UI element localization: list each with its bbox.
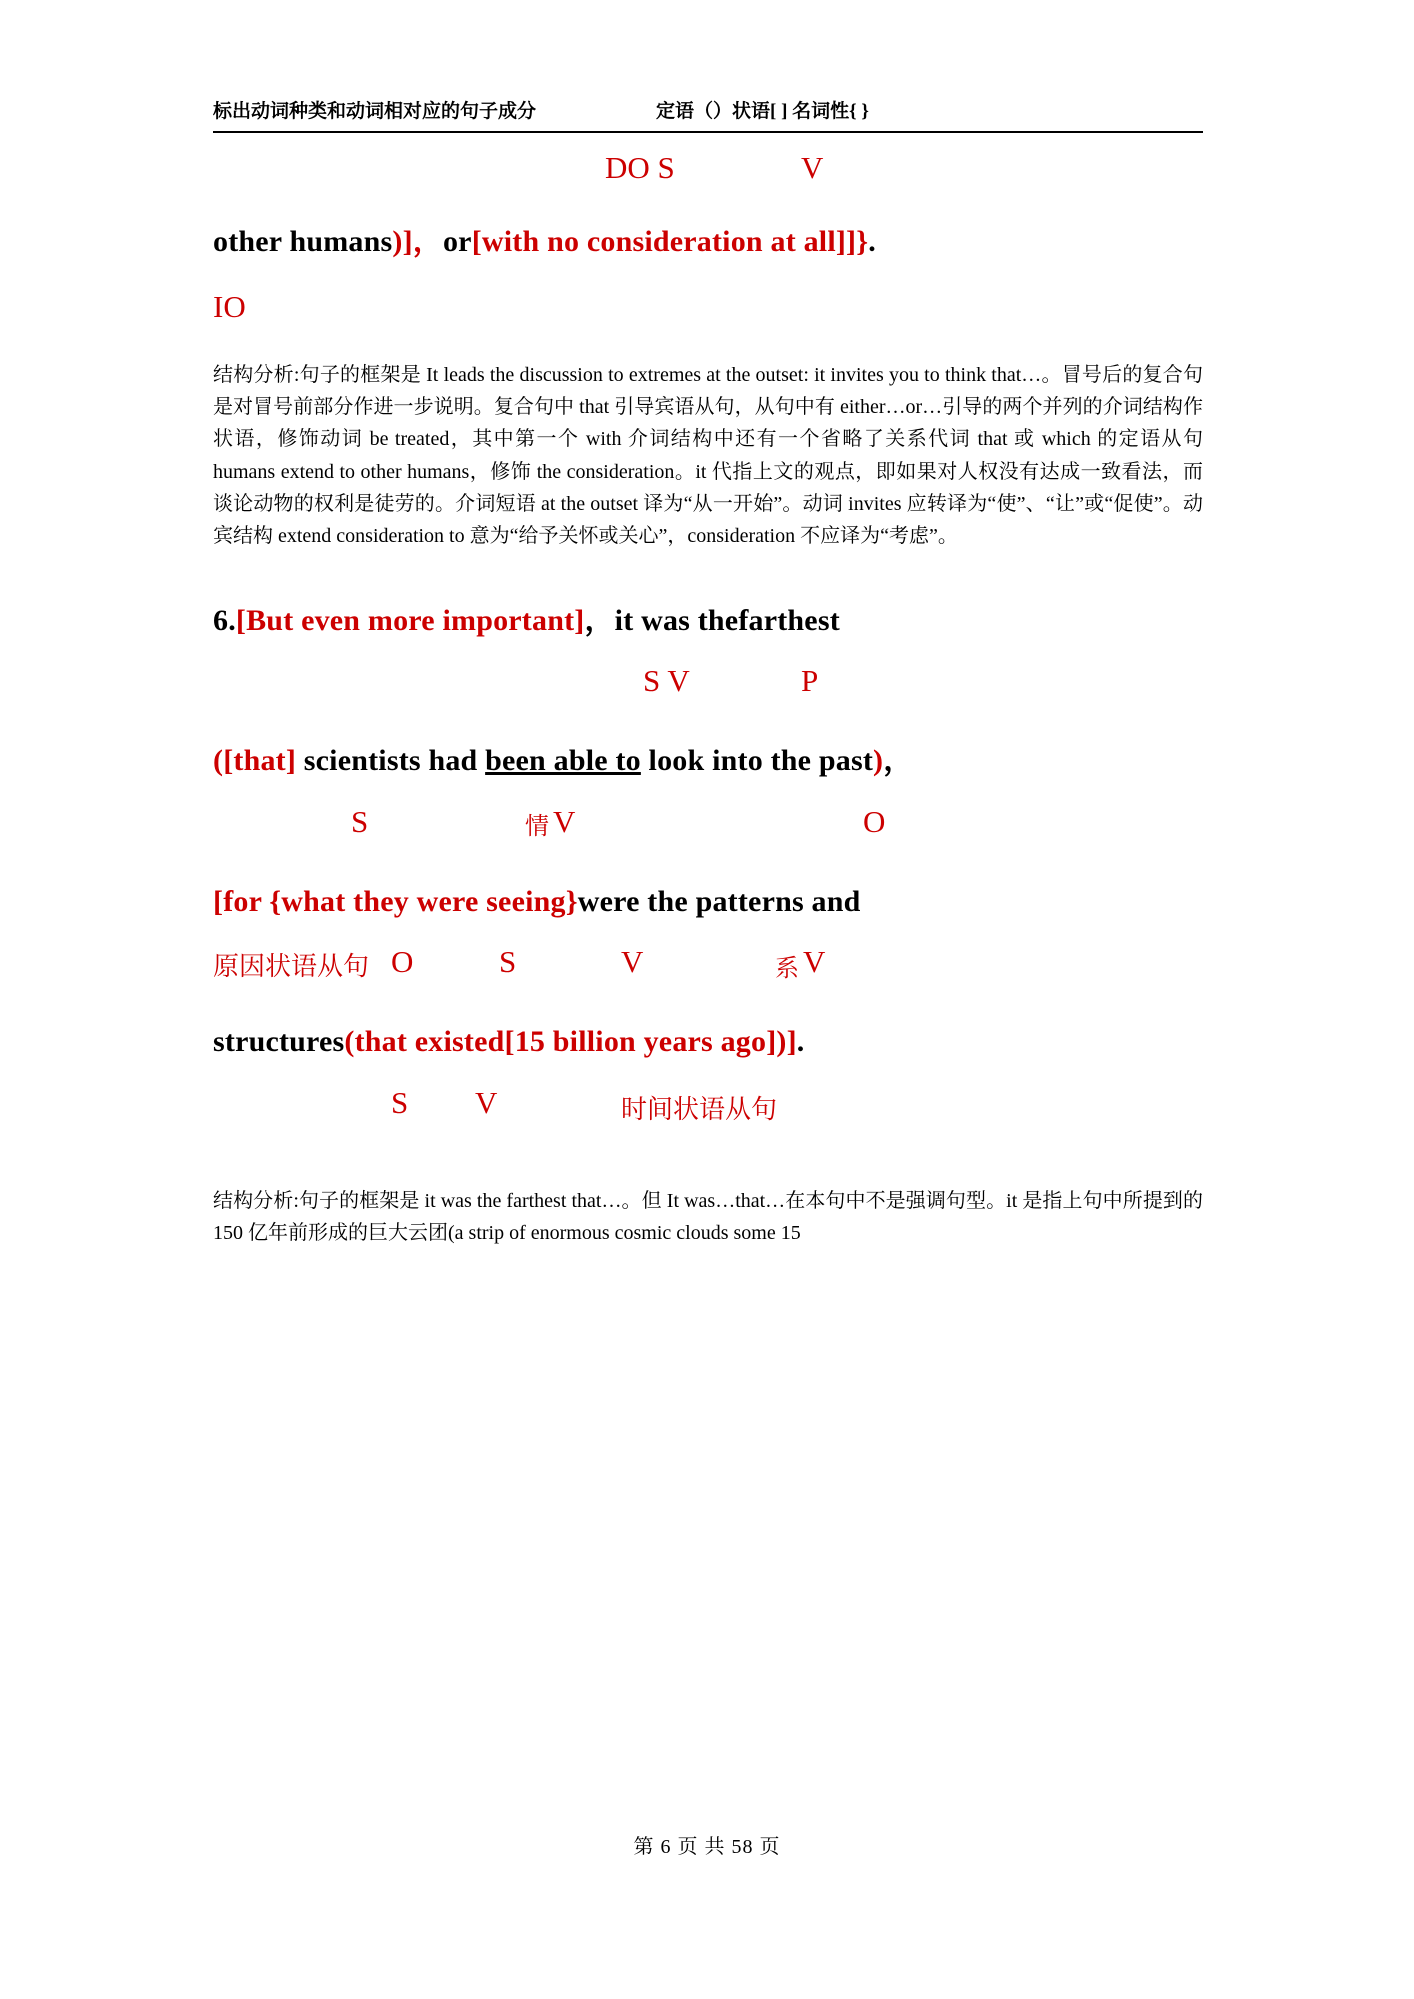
sentence2-part6: ) [873,744,884,778]
marker-v-1: V [801,150,824,185]
sentence3-part1: [for [213,884,270,918]
sentence-line-4 [213,1022,1203,1063]
marker-linking-label: 系 [775,956,799,983]
sentence2-underlined: been able to [485,744,641,778]
marker-modal-label: 情 [525,813,549,840]
marker-v-3: V [621,944,644,980]
marker-row-2 [213,663,1203,741]
marker-row-1 [213,150,1203,204]
item6-number: 6. [213,603,236,637]
sentence3-part3: were the patterns and [577,884,861,918]
analysis-paragraph-2: 结构分析:句子的框架是 it was the farthest that…。但 It was…that…在本句中不是强调句型。it 是指上句中所提到的 150 亿年前形成的巨大云团(a strip of enormous cosmic clouds some 15 [213,1189,1203,1245]
marker-do-s: DO S [605,150,675,185]
marker-io: IO [213,288,246,324]
sentence-line-3 [213,882,1203,923]
sentence1-part3: or [442,225,472,258]
marker-row-4 [213,944,1203,1022]
marker-s-v: S V [643,663,690,699]
sentence2-part3: scientists had [296,744,486,778]
marker-v-4: V [803,944,826,980]
sentence-line-2 [213,741,1203,782]
marker-o-1: O [863,803,886,839]
marker-s-3: S [499,944,517,980]
sentence2-part1: ( [213,744,224,778]
header-right-text: 定语（）状语[ ] 名词性{ } [656,101,869,122]
analysis-paragraph-1: 结构分析:句子的框架是 It leads the discussion to extremes at the outset: it invites you to think that…。冒号后的复合句是对冒号前部分作进一步说明。复合句中 that 引导宾语从句，从句中有 either…or…引导的两个并列的介词结构作状语，修饰动词 be treated，其中第一个 with 介词结构中还有一个省略了关系代词 that 或 which 的定语从句 humans extend to other humans，修饰 the consideration。it 代指上文的观点，即如果对人权没有达成一致看法，而谈论动物的权利是徒劳的。介词短语 at the outset 译为“从一开始”。动词 invites 应转译为“使”、“让”或“促使”。动宾结构 extend consideration to 意为“给予关怀或关心”，consideration 不应译为“考虑”。 [213,363,1203,548]
marker-row-3 [213,804,1203,882]
item6-part2: ，it was thefarthest [584,603,840,637]
sentence1-part2: )]， [392,225,443,258]
sentence2-that: [that] [223,744,297,778]
page-content [213,150,1203,1250]
page-footer: 第 6 页 共 58 页 [633,1836,781,1858]
header-left-text: 标出动词种类和动词相对应的句子成分 [213,101,537,122]
marker-time-clause: 时间状语从句 [621,1094,778,1124]
sentence1-part1: other humans [213,225,393,258]
sentence4-part3: [15 billion years ago] [504,1025,777,1059]
sentence1-part4: [with no consideration at all]]} [471,225,869,258]
marker-row-5 [213,1085,1203,1145]
sentence4-part4: )] [776,1025,797,1059]
marker-s-4: S [391,1084,409,1120]
item6-part1: [But even more important] [235,603,585,637]
sentence-line-1 [213,222,1203,263]
sentence3-noun-clause: {what they were seeing} [269,884,578,918]
marker-o-2: O [391,944,414,980]
marker-s-2: S [351,803,369,839]
marker-p: P [801,663,819,699]
sentence4-part2: (that existed [344,1025,505,1059]
sentence-line-item6 [213,601,1203,642]
marker-cause-clause: 原因状语从句 [213,952,370,982]
marker-v-2: V [553,803,576,839]
marker-v-5: V [475,1084,498,1120]
page-header [213,96,1203,123]
header-divider [213,131,1203,133]
sentence2-part7: ， [883,744,914,778]
sentence4-part5: . [796,1025,805,1059]
sentence2-part5: look into the past [640,744,874,778]
sentence1-part5: . [868,225,876,258]
sentence4-part1: structures [213,1025,345,1059]
